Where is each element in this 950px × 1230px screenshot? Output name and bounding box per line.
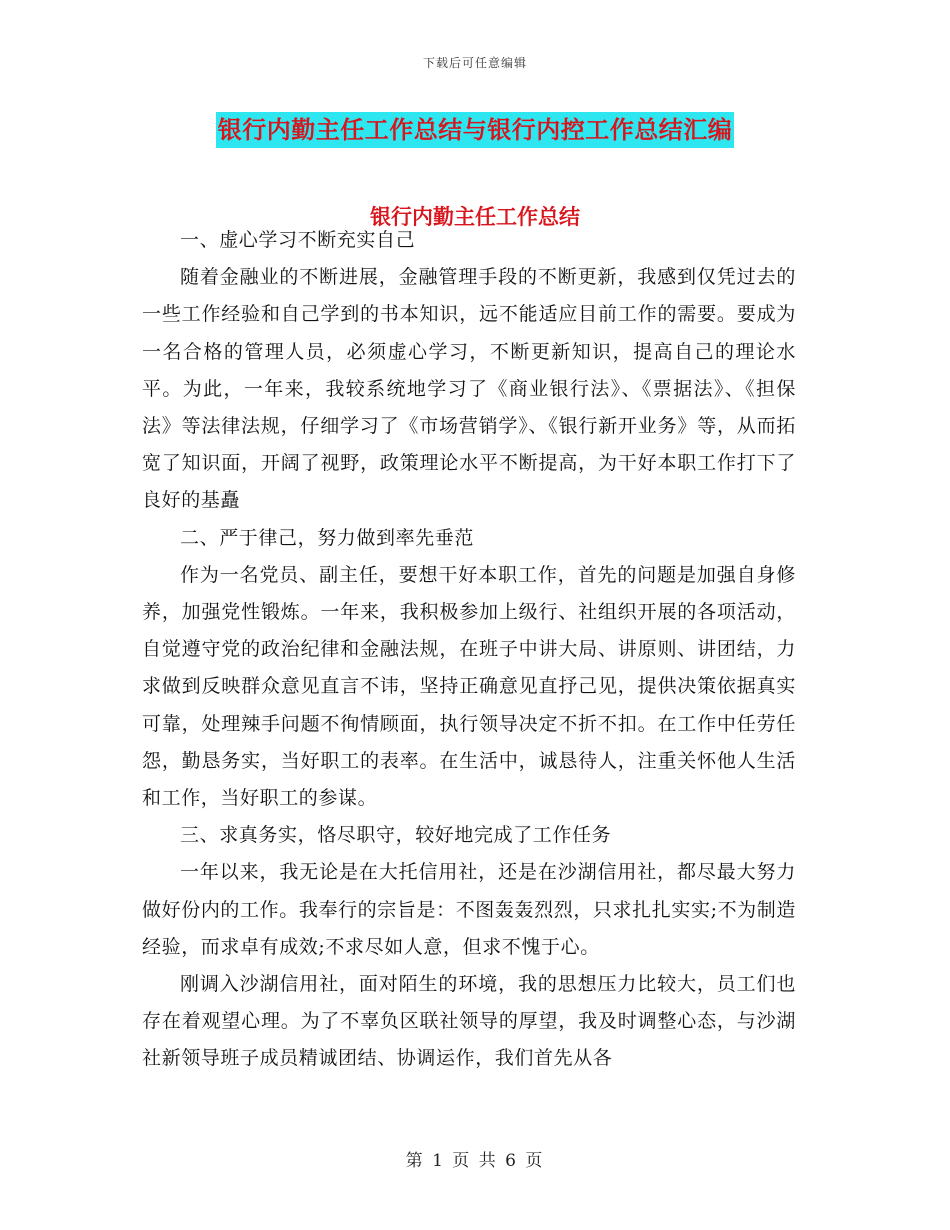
section-heading-1: 一、虚心学习不断充实自己 <box>180 229 416 251</box>
paragraph: 一年以来，我无论是在大托信用社，还是在沙湖信用社，都尽最大努力做好份内的工作。我奉行的宗旨是：不图轰轰烈烈，只求扎扎实实;不为制造经验，而求卓有成效;不求尽如人意，但求不愧于心。 <box>142 861 796 958</box>
document-body <box>142 222 796 1078</box>
page-header-note: 下载后可任意编辑 <box>422 56 527 70</box>
paragraph: 作为一名党员、副主任，要想干好本职工作，首先的问题是加强自身修养，加强党性锻炼。一年来，我积极参加上级行、社组织开展的各项活动，自觉遵守党的政治纪律和金融法规，在班子中讲大局、讲原则、讲团结，力求做到反映群众意见直言不讳，坚持正确意见直抒己见，提供决策依据真实可靠，处理辣手问题不徇情顾面，执行领导决定不折不扣。在工作中任劳任怨，勤恳务实，当好职工的表率。在生活中，诚恳待人，注重关怀他人生活和工作，当好职工的参谋。 <box>142 563 796 810</box>
page-footer: 第 1 页 共 6 页 <box>405 1151 545 1171</box>
paragraph: 刚调入沙湖信用社，面对陌生的环境，我的思想压力比较大，员工们也存在着观望心理。为了不辜负区联社领导的厚望，我及时调整心态，与沙湖社新领导班子成员精诚团结、协调运作，我们首先从各 <box>142 973 796 1070</box>
section-heading-2: 二、严于律己，努力做到率先垂范 <box>180 526 475 549</box>
section-title: 银行内勤主任工作总结 <box>370 204 580 229</box>
document-title-wrap <box>0 112 950 148</box>
section-heading-3: 三、求真务实，恪尽职守，较好地完成了工作任务 <box>180 824 612 847</box>
document-title: 银行内勤主任工作总结与银行内控工作总结汇编 <box>216 112 735 148</box>
paragraph: 随着金融业的不断进展，金融管理手段的不断更新，我感到仅凭过去的一些工作经验和自己学到的书本知识，远不能适应目前工作的需要。要成为一名合格的管理人员，必须虚心学习，不断更新知识，提高自己的理论水平。为此，一年来，我较系统地学习了《商业银行法》、《票据法》、《担保法》等法律法规，仔细学习了《市场营销学》、《银行新开业务》等，从而拓宽了知识面，开阔了视野，政策理论水平不断提高，为干好本职工作打下了良好的基矗 <box>142 266 796 512</box>
